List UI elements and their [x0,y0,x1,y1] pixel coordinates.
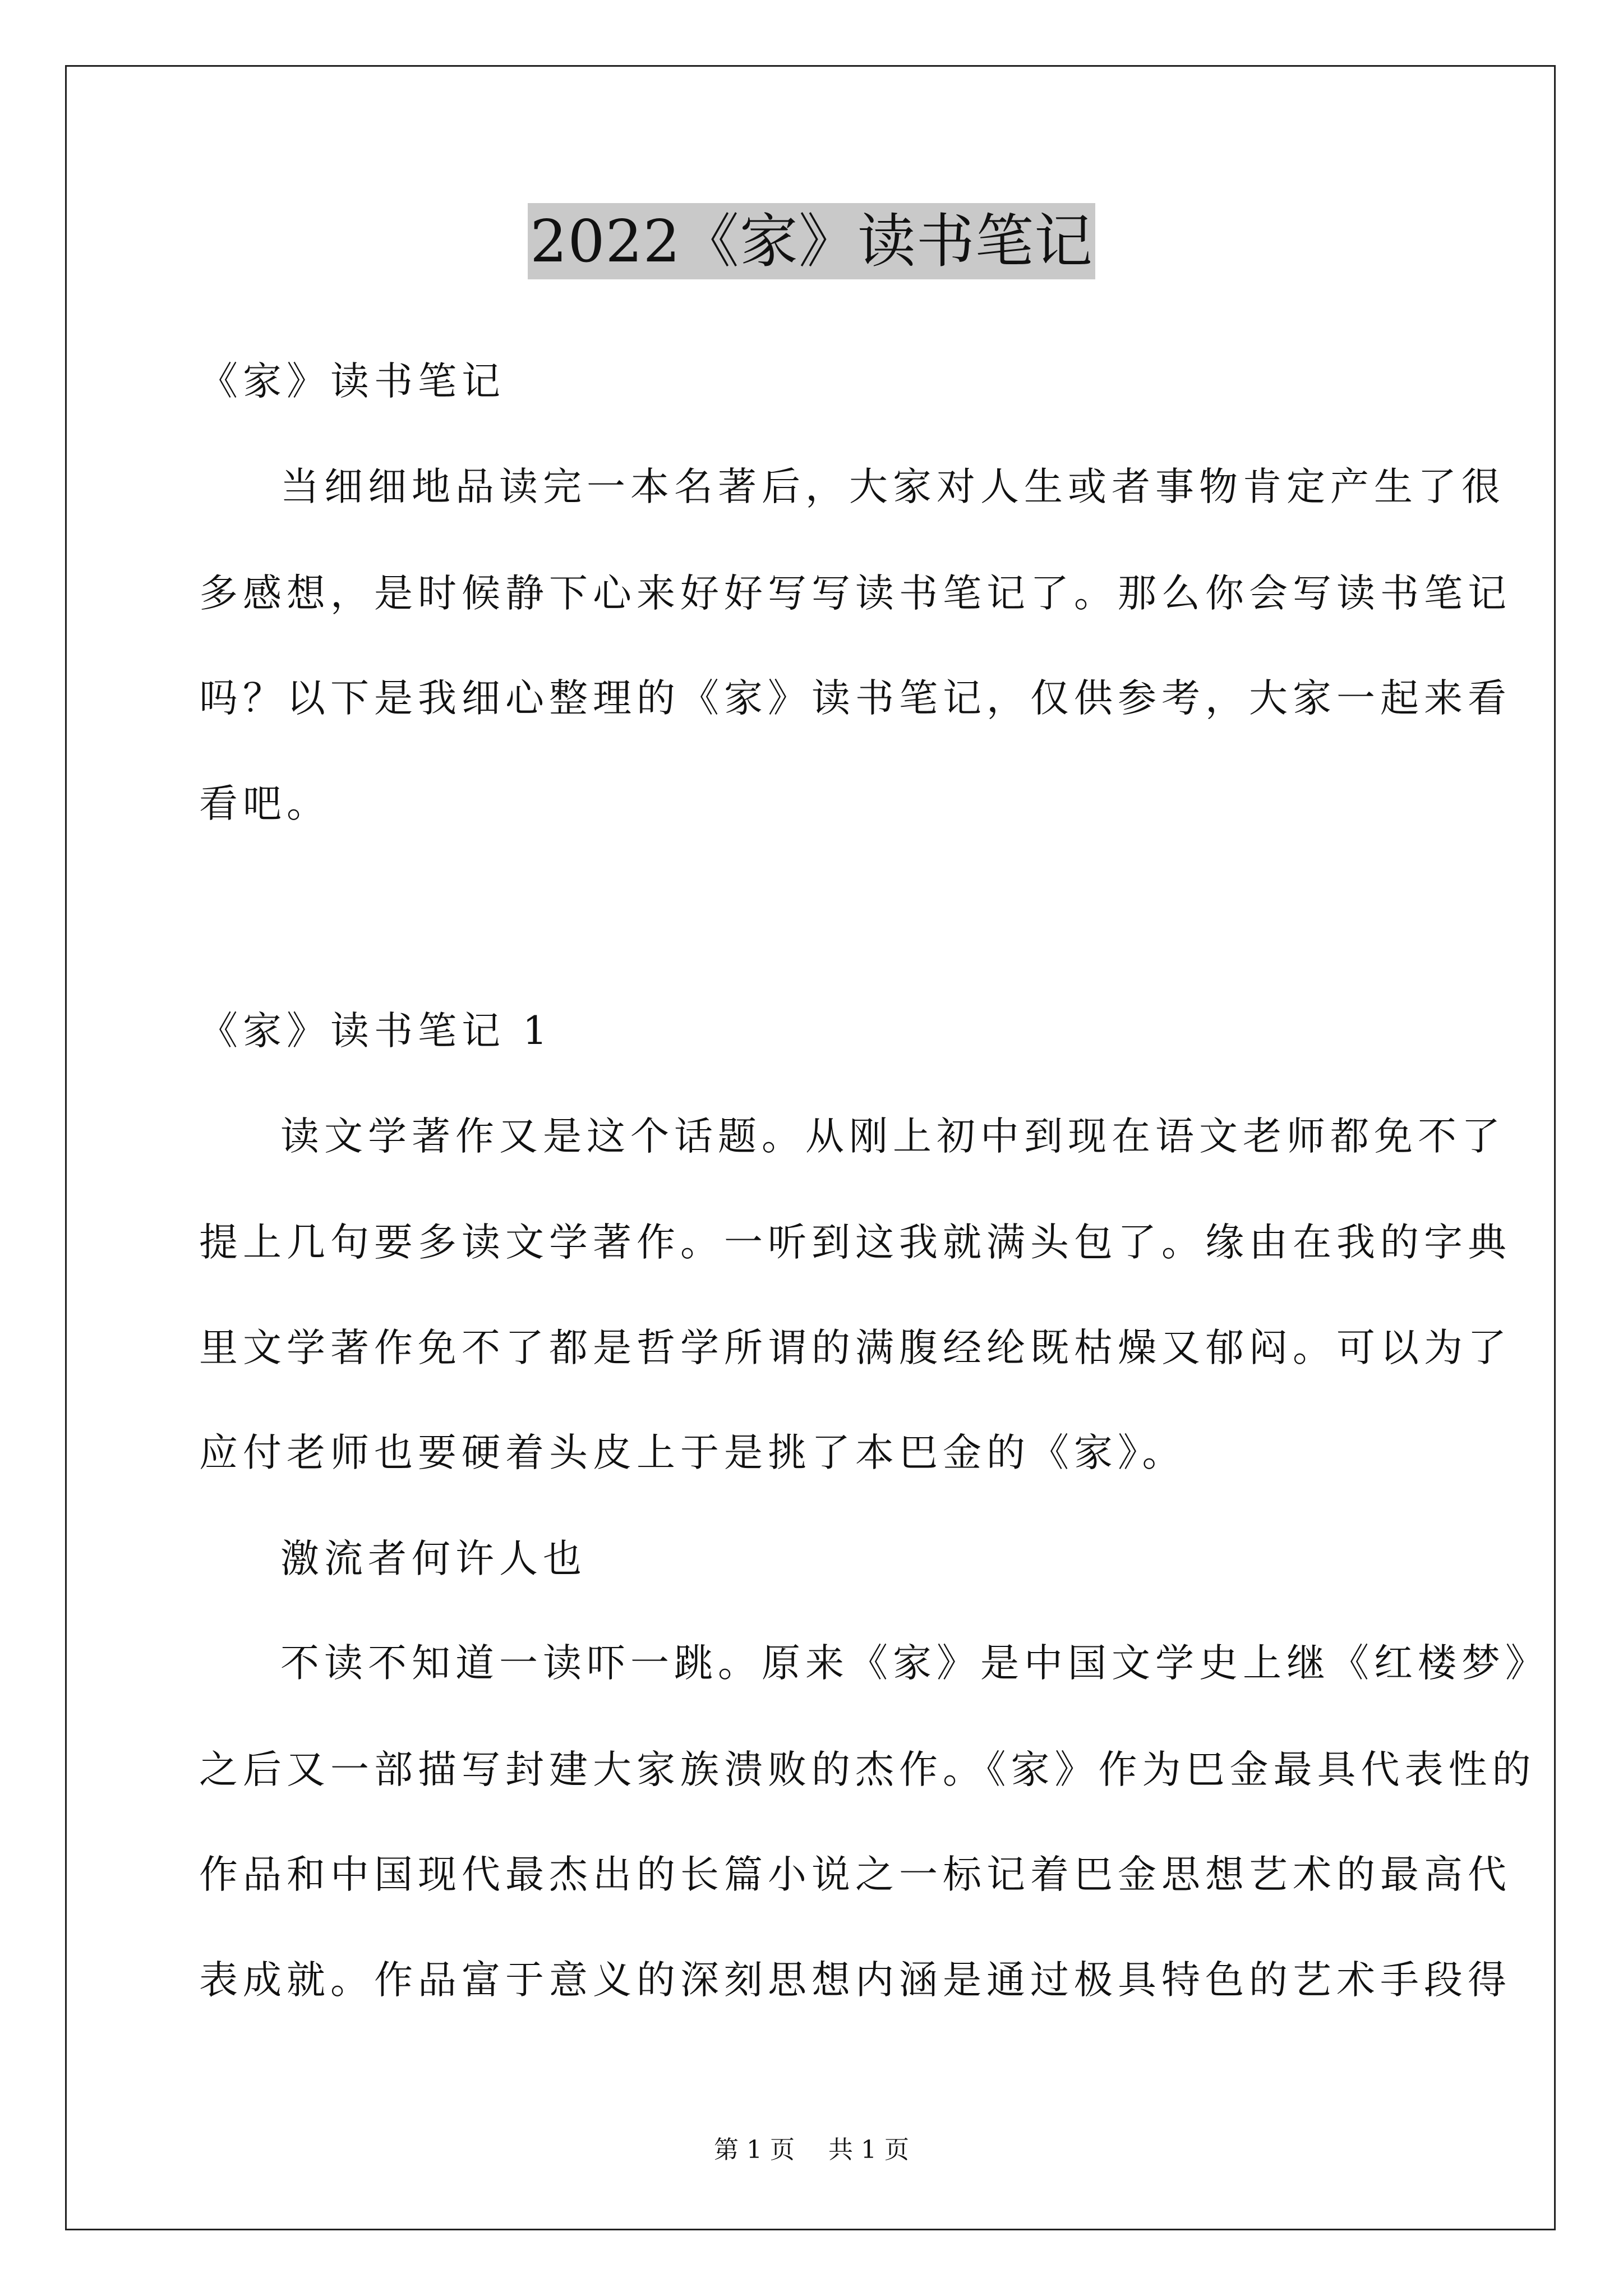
document-title [0,203,1623,279]
paragraph-line: 作品和中国现代最杰出的长篇小说之一标记着巴金思想艺术的最高代 [199,1852,1511,1897]
page-number: 第 1 页 [714,2136,795,2164]
page-footer [0,2134,1623,2166]
paragraph-line: 应付老师也要硬着头皮上于是挑了本巴金的《家》。 [199,1430,1186,1475]
paragraph-line: 之后又一部描写封建大家族溃败的杰作。《家》作为巴金最具代表性的 [199,1747,1536,1792]
paragraph-line: 当细细地品读完一本名著后，大家对人生或者事物肯定产生了很 [280,464,1505,509]
section-heading: 《家》读书笔记 1 [199,1009,552,1053]
paragraph-line: 提上几句要多读文学著作。一听到这我就满头包了。缘由在我的字典 [199,1220,1511,1265]
page-total: 共 1 页 [828,2136,909,2164]
paragraph-line: 读文学著作又是这个话题。从刚上初中到现在语文老师都免不了 [280,1114,1505,1159]
document-title-text: 2022《家》读书笔记 [528,203,1095,279]
paragraph-line: 看吧。 [199,781,330,826]
subheading: 激流者何许人也 [280,1536,587,1581]
paragraph-line: 吗？以下是我细心整理的《家》读书笔记，仅供参考，大家一起来看 [199,676,1511,721]
paragraph-line: 表成就。作品富于意义的深刻思想内涵是通过极具特色的艺术手段得 [199,1958,1511,2003]
paragraph-line: 不读不知道一读吓一跳。原来《家》是中国文学史上继《红楼梦》 [280,1641,1549,1686]
section-heading: 《家》读书笔记 [199,359,505,404]
paragraph-line: 里文学著作免不了都是哲学所谓的满腹经纶既枯燥又郁闷。可以为了 [199,1326,1511,1370]
paragraph-line: 多感想，是时候静下心来好好写写读书笔记了。那么你会写读书笔记 [199,571,1511,616]
